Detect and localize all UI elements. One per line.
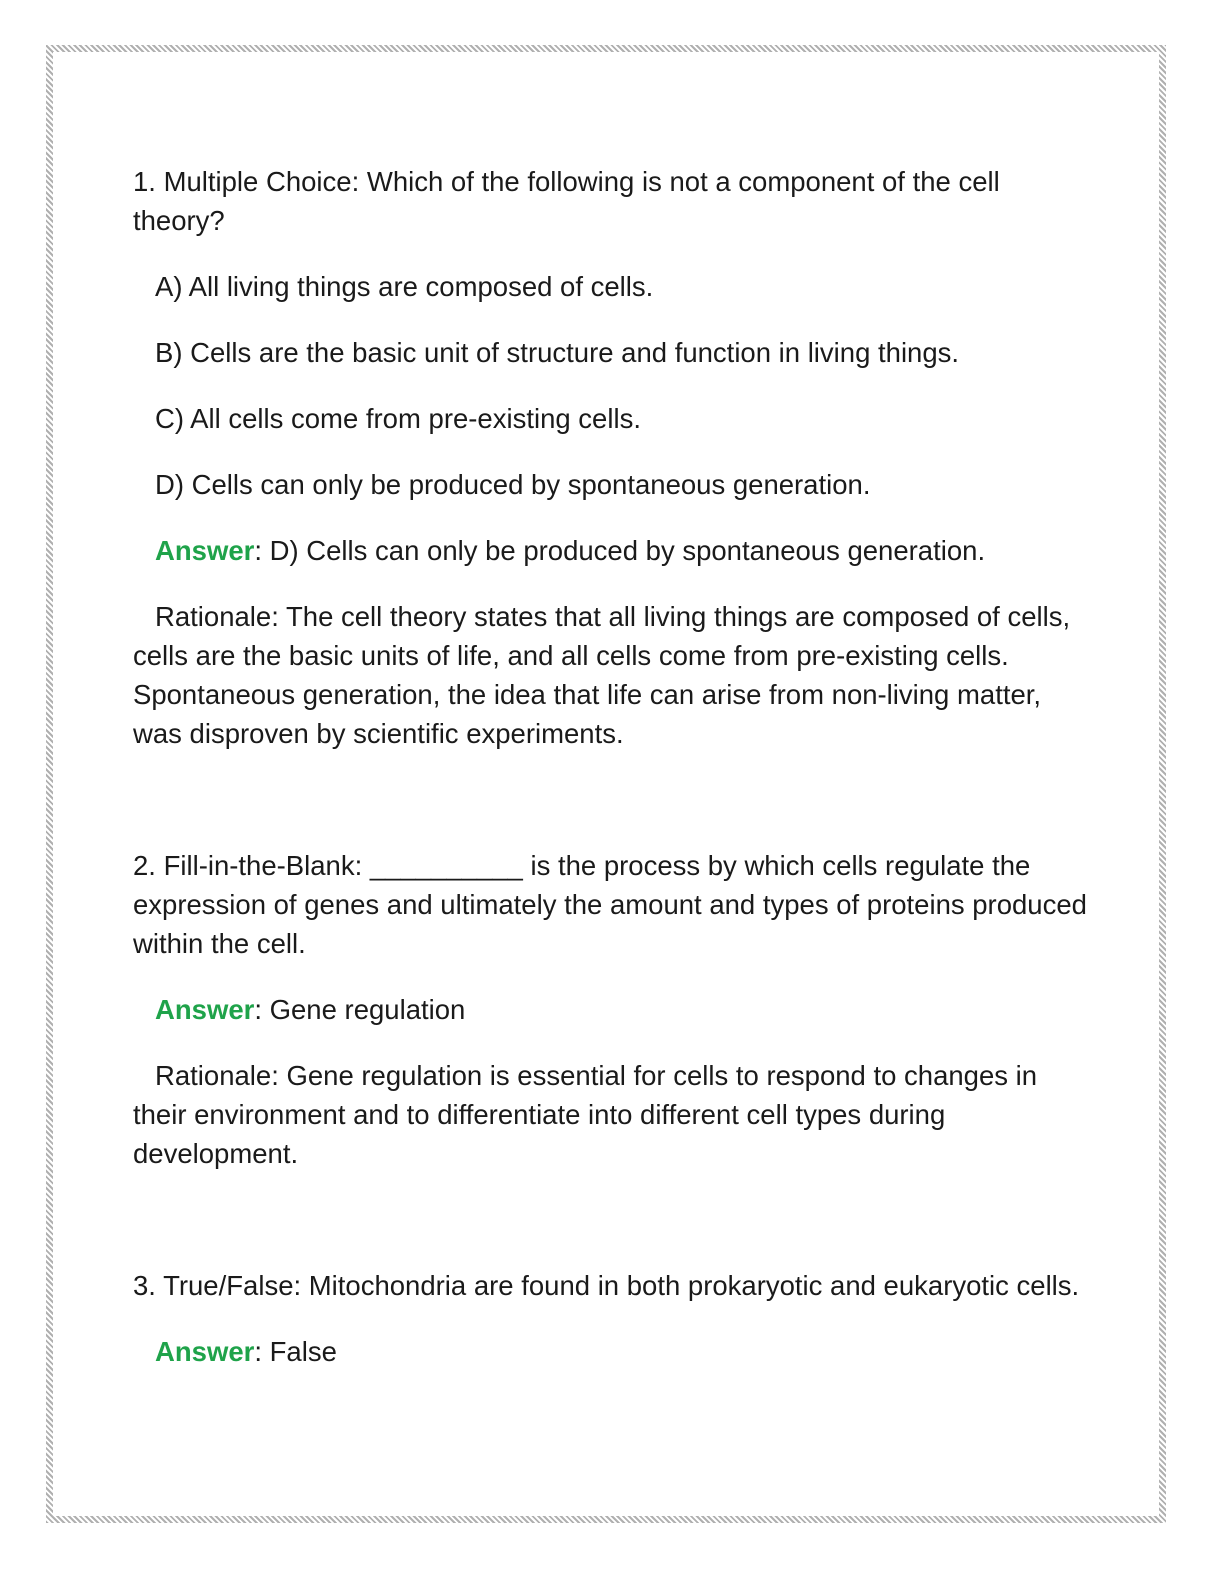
question-2-prompt: 2. Fill-in-the-Blank: __________ is the process by which cells regulate the expression of genes and ultimately the amount and types of proteins produced within the cell.: [133, 850, 1087, 959]
question-1: [133, 162, 1093, 753]
spacer: [133, 753, 1093, 846]
question-2: [133, 846, 1093, 1173]
question-1-option-b: B) Cells are the basic unit of structure and function in living things.: [155, 337, 960, 368]
spacer: [133, 1173, 1093, 1266]
question-3: [133, 1266, 1093, 1371]
question-1-option-c: C) All cells come from pre-existing cells.: [155, 403, 641, 434]
question-1-prompt: 1. Multiple Choice: Which of the following is not a component of the cell theory?: [133, 166, 1000, 236]
question-2-rationale: Rationale: Gene regulation is essential for cells to respond to changes in their environment and to differentiate into different cell types during development.: [133, 1060, 1038, 1169]
document-body: [133, 162, 1093, 1398]
question-1-option-a: A) All living things are composed of cells.: [155, 271, 654, 302]
question-3-answer: [133, 1332, 1093, 1371]
answer-label: Answer: [155, 994, 255, 1025]
question-3-prompt: 3. True/False: Mitochondria are found in both prokaryotic and eukaryotic cells.: [133, 1270, 1080, 1301]
question-1-rationale: Rationale: The cell theory states that all living things are composed of cells, cells are the basic units of life, and all cells come from pre-existing cells. Spontaneous generation, the idea that life can arise from non-living matter, was disproven by scientific experiments.: [133, 601, 1071, 749]
question-2-answer: [133, 990, 1093, 1029]
question-1-option-d: D) Cells can only be produced by spontaneous generation.: [155, 469, 871, 500]
answer-text: : D) Cells can only be produced by spontaneous generation.: [254, 535, 986, 566]
question-1-answer: [133, 531, 1093, 570]
answer-text: : False: [254, 1336, 337, 1367]
answer-text: : Gene regulation: [254, 994, 466, 1025]
answer-label: Answer: [155, 535, 255, 566]
answer-label: Answer: [155, 1336, 255, 1367]
